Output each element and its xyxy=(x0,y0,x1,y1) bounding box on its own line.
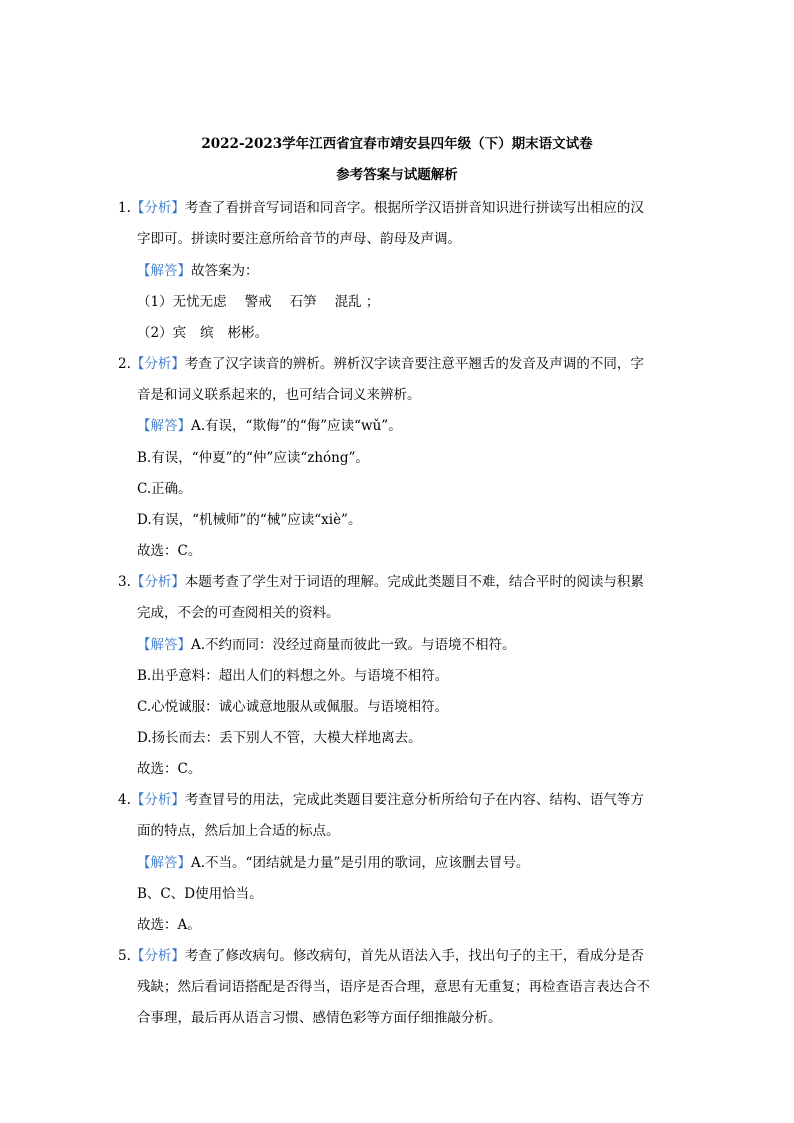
q2-choice: 故选：C。 xyxy=(137,543,202,559)
q3-analysis-line-2: 完成，不会的可查阅相关的资料。 xyxy=(137,605,340,621)
q3-analysis-text-1: 本题考查了学生对于词语的理解。完成此类题目不难，结合平时的阅读与积累 xyxy=(184,574,644,590)
q3-answer-tag: 【解答】 xyxy=(137,637,191,653)
q2-answer-line-d: D.有误，“机械师”的“械”应读“xiè”。 xyxy=(137,512,362,528)
q3-analysis-line-1 xyxy=(118,573,644,591)
q1-answer-line-3 xyxy=(137,324,268,342)
q5-analysis-line-1 xyxy=(118,947,644,965)
q2-analysis-tag: 【分析】 xyxy=(130,356,185,372)
q4-analysis-line-1 xyxy=(118,791,644,809)
q4-analysis-tag: 【分析】 xyxy=(130,792,185,808)
q2-answer-text-a: A.有误，“欺侮”的“侮”应读“wǔ”。 xyxy=(191,418,402,434)
q3-number: 3. xyxy=(118,574,131,590)
q1-answer-line-2 xyxy=(137,293,379,311)
q2-answer-tag: 【解答】 xyxy=(137,418,191,434)
q1-answer-tag: 【解答】 xyxy=(137,263,191,279)
q1-analysis-text-1: 考查了看拼音写词语和同音字。根据所学汉语拼音知识进行拼读写出相应的汉 xyxy=(184,200,644,216)
q4-answer-line-a xyxy=(137,854,529,872)
q3-answer-text-a: A.不约而同：没经过商量而彼此一致。与语境不相符。 xyxy=(191,637,516,653)
q2-analysis-line-2: 音是和词义联系起来的，也可结合词义来辨析。 xyxy=(137,387,421,403)
q1-analysis-tag: 【分析】 xyxy=(130,200,185,216)
q2-answer-line-a xyxy=(137,417,402,435)
q4-analysis-line-2: 面的特点，然后加上合适的标点。 xyxy=(137,823,340,839)
q4-answer-line-b: B、C、D使用恰当。 xyxy=(137,886,263,902)
q1-answer-word-3: 石笋 xyxy=(289,294,317,310)
q3-answer-line-b: B.出乎意料：超出人们的料想之外。与语境不相符。 xyxy=(137,668,449,684)
q4-analysis-text-1: 考查冒号的用法，完成此类题目要注意分析所给句子在内容、结构、语气等方 xyxy=(184,792,644,808)
q5-analysis-text-1: 考查了修改病句。修改病句，首先从语法入手，找出句子的主干，看成分是否 xyxy=(184,948,644,964)
q5-analysis-tag: 【分析】 xyxy=(130,948,185,964)
q2-analysis-text-1: 考查了汉字读音的辨析。辨析汉字读音要注意平翘舌的发音及声调的不同，字 xyxy=(184,356,644,372)
q2-answer-line-b: B.有误，“仲夏”的“仲”应读“zhóng”。 xyxy=(137,450,369,466)
q5-analysis-line-2: 残缺；然后看词语搭配是否得当，语序是否合理，意思有无重复；再检查语言表达合不 xyxy=(137,979,650,995)
q4-number: 4. xyxy=(118,792,131,808)
q1-answer-word-4: 混乱 ； xyxy=(334,294,380,310)
q4-answer-tag: 【解答】 xyxy=(137,855,191,871)
q5-number: 5. xyxy=(118,948,131,964)
q5-analysis-line-3: 合事理，最后再从语言习惯、感情色彩等方面仔细推敲分析。 xyxy=(137,1010,502,1026)
q3-answer-line-d: D.扬长而去：丢下别人不管，大模大样地离去。 xyxy=(137,730,422,746)
q1-analysis-line-2: 字即可。拼读时要注意所给音节的声母、韵母及声调。 xyxy=(137,231,461,247)
q3-answer-line-c: C.心悦诚服：诚心诚意地服从或佩服。与语境相符。 xyxy=(137,699,449,715)
q1-answer-word-1: （1）无忧无虑 xyxy=(137,294,227,310)
q4-answer-text-a: A.不当。“团结就是力量”是引用的歌词，应该删去冒号。 xyxy=(191,855,530,871)
q3-choice: 故选：C。 xyxy=(137,761,202,777)
q1-answer-word-6: 缤 xyxy=(200,325,214,341)
q2-analysis-line-1 xyxy=(118,355,644,373)
q2-number: 2. xyxy=(118,356,131,372)
q1-answer-word-5: （2）宾 xyxy=(137,325,187,341)
q3-analysis-tag: 【分析】 xyxy=(130,574,185,590)
q2-answer-line-c: C.正确。 xyxy=(137,481,192,497)
q1-answer-word-7: 彬彬。 xyxy=(227,325,269,341)
document-title: 2022-2023学年江西省宜春市靖安县四年级（下）期末语文试卷 xyxy=(201,136,593,152)
q1-answer-text-1: 故答案为： xyxy=(191,263,259,279)
q1-answer-word-2: 警戒 xyxy=(244,294,272,310)
q3-answer-line-a xyxy=(137,636,516,654)
document-subtitle: 参考答案与试题解析 xyxy=(336,167,458,183)
q1-analysis-line-1 xyxy=(118,199,644,217)
q1-number: 1. xyxy=(118,200,131,216)
q1-answer-line-1 xyxy=(137,262,259,280)
q4-choice: 故选：A。 xyxy=(137,917,201,933)
